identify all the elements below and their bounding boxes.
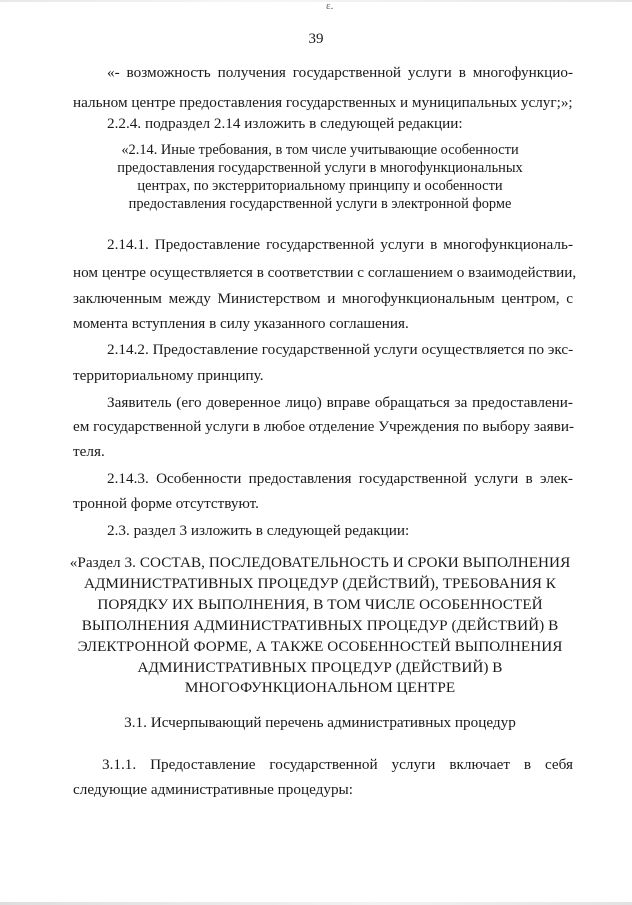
text-line: 2.3. раздел 3 изложить в следующей редакции: — [107, 522, 410, 539]
scan-top-edge — [0, 0, 632, 2]
page-number: 39 — [308, 31, 324, 47]
text-line: теля. — [73, 443, 105, 460]
section-title-line: ПОРЯДКУ ИХ ВЫПОЛНЕНИЯ, В ТОМ ЧИСЛЕ ОСОБЕННОСТЕЙ — [97, 596, 543, 613]
text-line: тронной форме отсутствуют. — [73, 495, 259, 512]
text-line: момента вступления в силу указанного соглашения. — [73, 315, 409, 332]
text-line: ном центре осуществляется в соответствии с соглашением о взаимодействии, — [73, 264, 577, 281]
text-line: 2.14.2. Предоставление государственной услуги осуществляется по экс- — [107, 341, 574, 358]
text-line: заключенным между Министерством и многофункциональным центром, с — [73, 290, 573, 307]
section-title-line: АДМИНИСТРАТИВНЫХ ПРОЦЕДУР (ДЕЙСТВИЙ) В — [137, 659, 503, 676]
text-line: Заявитель (его доверенное лицо) вправе обращаться за предоставлени- — [107, 394, 573, 411]
top-mark: ɛ. — [326, 0, 334, 12]
section-title-line: МНОГОФУНКЦИОНАЛЬНОМ ЦЕНТРЕ — [184, 679, 456, 696]
text-line: 2.14.1. Предоставление государственной услуги в многофункциональ- — [107, 236, 573, 253]
section-title-line: ВЫПОЛНЕНИЯ АДМИНИСТРАТИВНЫХ ПРОЦЕДУР (ДЕЙСТВИЙ) В — [81, 617, 559, 634]
text-line: нальном центре предоставления государственных и муниципальных услуг;»; — [73, 94, 573, 111]
subsection-title: 3.1. Исчерпывающий перечень административных процедур — [124, 714, 516, 731]
section-title-line: ЭЛЕКТРОННОЙ ФОРМЕ, А ТАКЖЕ ОСОБЕННОСТЕЙ ВЫПОЛНЕНИЯ — [77, 638, 563, 655]
section-heading-line: предоставления государственной услуги в многофункциональных — [117, 160, 523, 176]
text-line: следующие административные процедуры: — [73, 781, 353, 798]
text-line: 2.2.4. подраздел 2.14 изложить в следующей редакции: — [107, 115, 463, 132]
section-title-line: АДМИНИСТРАТИВНЫХ ПРОЦЕДУР (ДЕЙСТВИЙ), ТРЕБОВАНИЯ К — [84, 575, 556, 592]
text-line: ем государственной услуги в любое отделение Учреждения по выбору заяви- — [73, 418, 575, 435]
text-line: «- возможность получения государственной услуги в многофункцио- — [107, 64, 573, 81]
section-heading-line: предоставления государственной услуги в электронной форме — [128, 196, 512, 212]
section-title-line: «Раздел 3. СОСТАВ, ПОСЛЕДОВАТЕЛЬНОСТЬ И СРОКИ ВЫПОЛНЕНИЯ — [69, 554, 571, 571]
section-heading-line: «2.14. Иные требования, в том числе учитывающие особенности — [121, 142, 519, 158]
text-line: территориальному принципу. — [73, 367, 264, 384]
section-heading-line: центрах, по экстерриториальному принципу и особенности — [137, 178, 503, 194]
text-line: 2.14.3. Особенности предоставления государственной услуги в элек- — [107, 470, 573, 487]
text-line: 3.1.1. Предоставление государственной услуги включает в себя — [102, 756, 573, 773]
